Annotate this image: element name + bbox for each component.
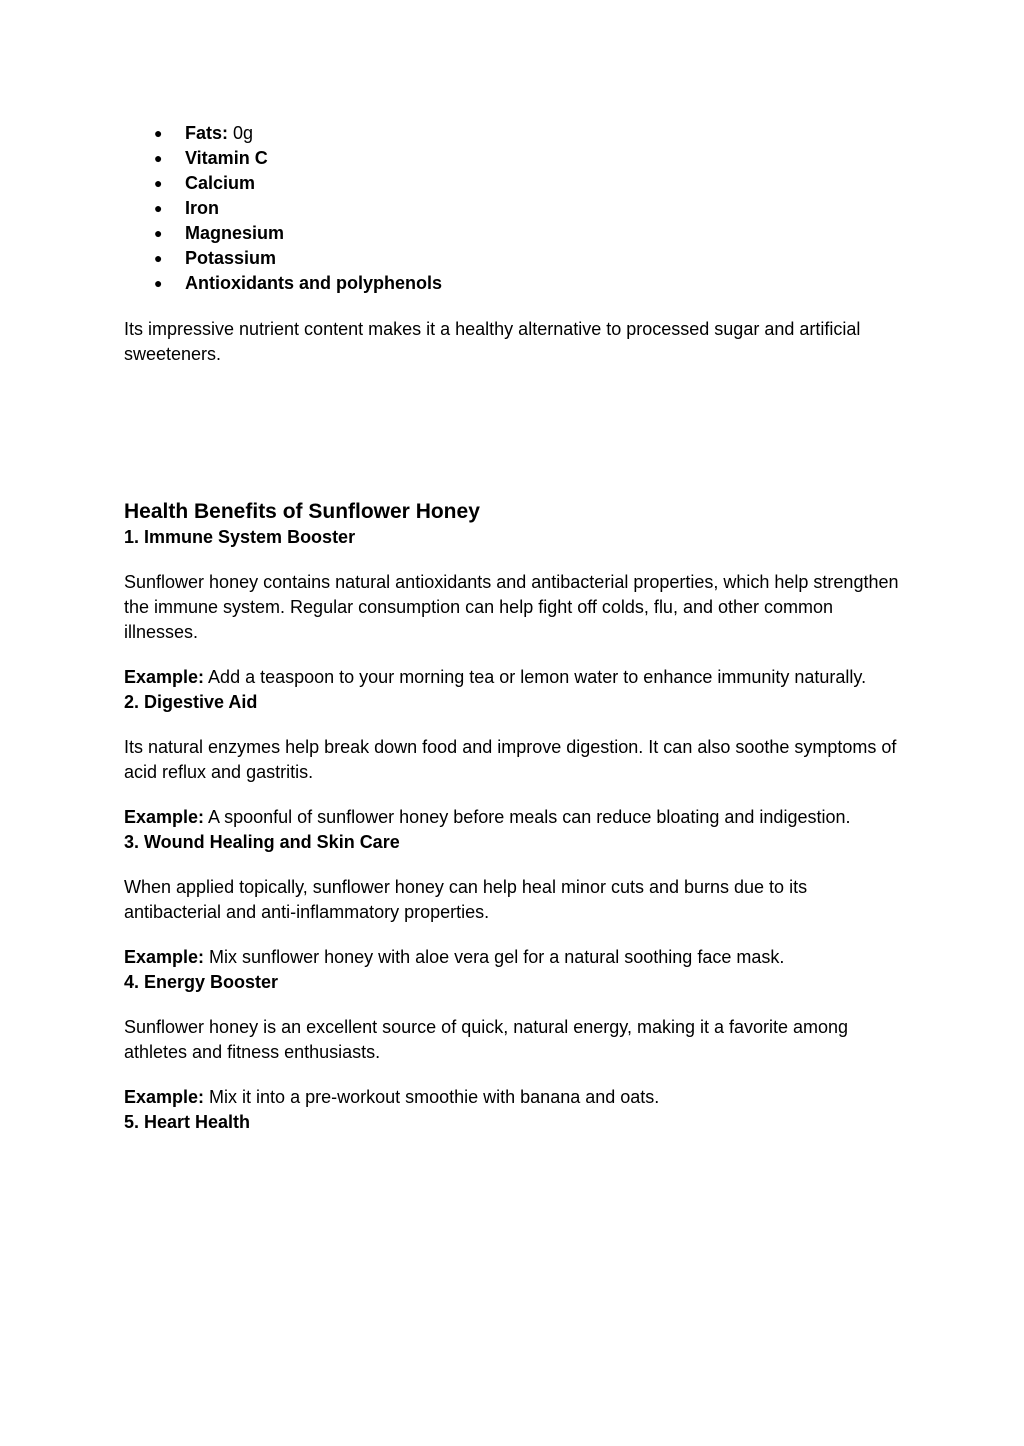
bullet-icon: ●: [154, 200, 163, 216]
list-item: [124, 171, 904, 196]
benefit-body: Its natural enzymes help break down food and improve digestion. It can also soothe symptoms of acid reflux and gastritis.: [124, 737, 897, 782]
nutrient-label: Fats:: [185, 123, 229, 143]
example-text: Add a teaspoon to your morning tea or lemon water to enhance immunity naturally.: [204, 667, 867, 687]
nutrient-label: Calcium: [185, 173, 256, 193]
nutrient-label: Antioxidants and polyphenols: [185, 273, 443, 293]
section-heading: Health Benefits of Sunflower Honey: [124, 500, 480, 523]
nutrient-label: Vitamin C: [185, 148, 268, 168]
list-item: [124, 221, 904, 246]
document-page: [124, 121, 904, 1135]
benefit-example: [124, 945, 904, 970]
intro-paragraph: Its impressive nutrient content makes it a healthy alternative to processed sugar and artificial sweeteners.: [124, 319, 861, 364]
bullet-icon: ●: [154, 275, 163, 291]
list-item: [124, 246, 904, 271]
list-item: [124, 146, 904, 171]
bullet-icon: ●: [154, 150, 163, 166]
benefit-body: Sunflower honey is an excellent source of quick, natural energy, making it a favorite among athletes and fitness enthusiasts.: [124, 1017, 849, 1062]
benefit-example: [124, 665, 904, 690]
example-text: Mix it into a pre-workout smoothie with banana and oats.: [204, 1087, 660, 1107]
example-text: A spoonful of sunflower honey before meals can reduce bloating and indigestion.: [204, 807, 851, 827]
benefit-body: Sunflower honey contains natural antioxidants and antibacterial properties, which help strengthen the immune system. Regular consumption can help fight off colds, flu, and other common illnesses.: [124, 572, 899, 642]
benefit-title: 3. Wound Healing and Skin Care: [124, 832, 400, 852]
example-label: Example:: [124, 807, 205, 827]
example-label: Example:: [124, 1087, 205, 1107]
benefit-title: 5. Heart Health: [124, 1112, 251, 1132]
list-item: [124, 271, 904, 296]
list-item: [124, 196, 904, 221]
bullet-icon: ●: [154, 175, 163, 191]
nutrient-list: [124, 121, 904, 296]
nutrient-label: Potassium: [185, 248, 277, 268]
nutrient-label: Magnesium: [185, 223, 285, 243]
benefit-title: 1. Immune System Booster: [124, 527, 356, 547]
benefit-title: 4. Energy Booster: [124, 972, 279, 992]
benefit-example: [124, 1085, 904, 1110]
list-item: [124, 121, 904, 146]
example-label: Example:: [124, 947, 205, 967]
benefit-title: 2. Digestive Aid: [124, 692, 258, 712]
nutrient-label: Iron: [185, 198, 219, 218]
benefit-body: When applied topically, sunflower honey can help heal minor cuts and burns due to its antibacterial and anti-inflammatory properties.: [124, 877, 808, 922]
nutrient-value: 0g: [228, 123, 254, 143]
bullet-icon: ●: [154, 225, 163, 241]
bullet-icon: ●: [154, 250, 163, 266]
example-text: Mix sunflower honey with aloe vera gel for a natural soothing face mask.: [204, 947, 785, 967]
bullet-icon: ●: [154, 125, 163, 141]
example-label: Example:: [124, 667, 205, 687]
benefit-example: [124, 805, 904, 830]
